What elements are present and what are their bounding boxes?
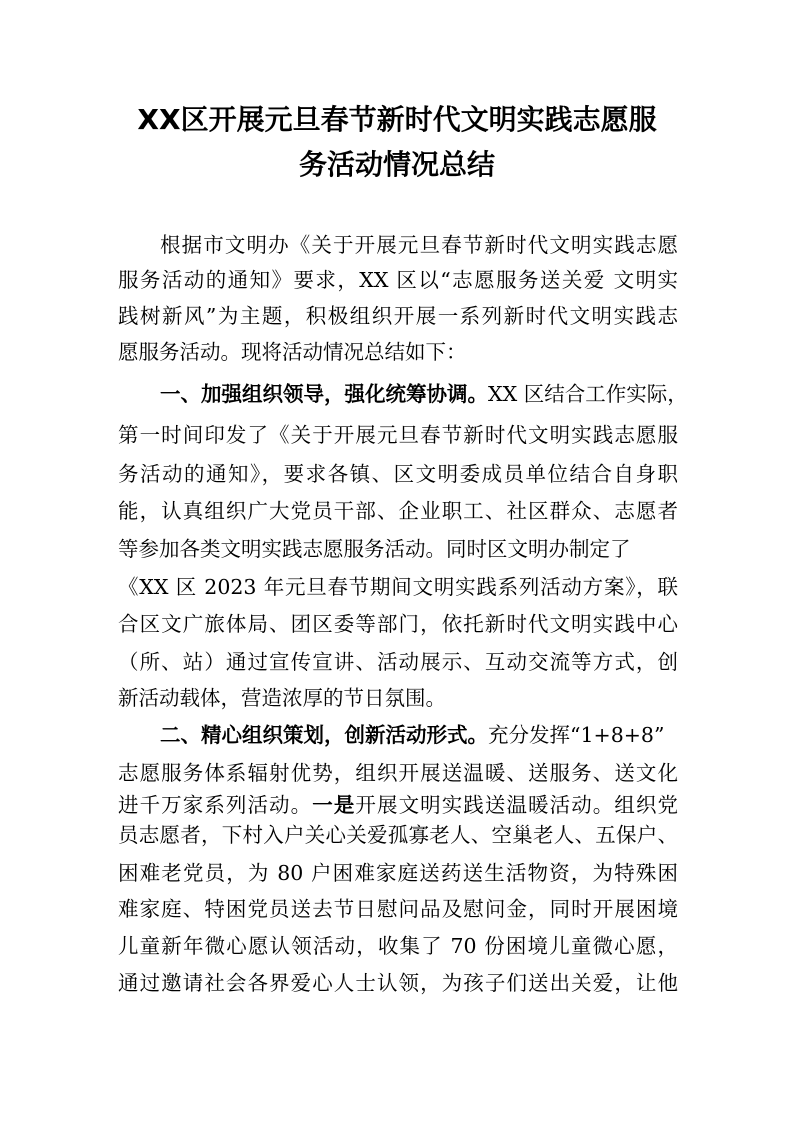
section2-line-7: 儿童新年微心愿认领活动，收集了 70 份困境儿童微心愿， <box>118 934 678 958</box>
section2-line-4: 员志愿者，下村入户关心关爱孤寡老人、空巢老人、五保户、 <box>118 823 678 847</box>
section2-line-2: 志愿服务体系辐射优势，组织开展送温暖、送服务、送文化 <box>118 761 678 785</box>
section2-line-8: 通过邀请社会各界爱心人士认领，为孩子们送出关爱，让他 <box>118 971 678 995</box>
intro-line-1: 根据市文明办《关于开展元旦春节新时代文明实践志愿 <box>160 233 678 257</box>
section1-line-2: 第一时间印发了《关于开展元旦春节新时代文明实践志愿服 <box>118 423 678 447</box>
section1-line-3: 务活动的通知》，要求各镇、区文明委成员单位结合自身职 <box>118 462 678 486</box>
section1-line-7: 合区文广旅体局、团区委等部门，依托新时代文明实践中心 <box>118 612 678 636</box>
section1-line-4: 能，认真组织广大党员干部、企业职工、社区群众、志愿者 <box>118 499 678 523</box>
section2-first-line <box>160 722 678 748</box>
section2-inline-bold: 一是 <box>312 793 356 817</box>
section2-line-6: 难家庭、特困党员送去节日慰问品及慰问金，同时开展困境 <box>118 897 678 921</box>
section2-text-start: 充分发挥“1+8+8” <box>488 723 665 747</box>
section2-line-3-text: 进千万家系列活动。 <box>118 793 313 817</box>
document-title-line-2: 务活动情况总结 <box>298 148 495 181</box>
document-title-line-1: XX区开展元旦春节新时代文明实践志愿服 <box>137 103 657 136</box>
section2-line-5: 困难老党员，为 80 户困难家庭送药送生活物资，为特殊困 <box>118 861 678 885</box>
section1-line-5: 等参加各类文明实践志愿服务活动。同时区文明办制定了 <box>118 537 631 561</box>
section1-line-8: （所、站）通过宣传宣讲、活动展示、互动交流等方式，创 <box>118 650 678 674</box>
intro-line-3: 践树新风”为主题，积极组织开展一系列新时代文明实践志 <box>118 304 678 328</box>
section1-line-9: 新活动载体，营造浓厚的节日氛围。 <box>118 686 446 710</box>
section2-line-3-rest: 开展文明实践送温暖活动。组织党 <box>355 793 679 817</box>
section1-first-line <box>160 381 688 407</box>
intro-line-4: 愿服务活动。现将活动情况总结如下： <box>118 340 467 364</box>
section2-line-3 <box>118 792 678 818</box>
section2-heading: 二、精心组织策划，创新活动形式。 <box>160 723 488 747</box>
intro-line-2: 服务活动的通知》要求，XX 区以“志愿服务送关爱 文明实 <box>118 268 678 292</box>
section1-line-6: 《XX 区 2023 年元旦春节期间文明实践系列活动方案》，联 <box>118 575 678 599</box>
section1-text-start: XX 区结合工作实际， <box>488 382 688 406</box>
section1-heading: 一、加强组织领导，强化统筹协调。 <box>160 382 488 406</box>
